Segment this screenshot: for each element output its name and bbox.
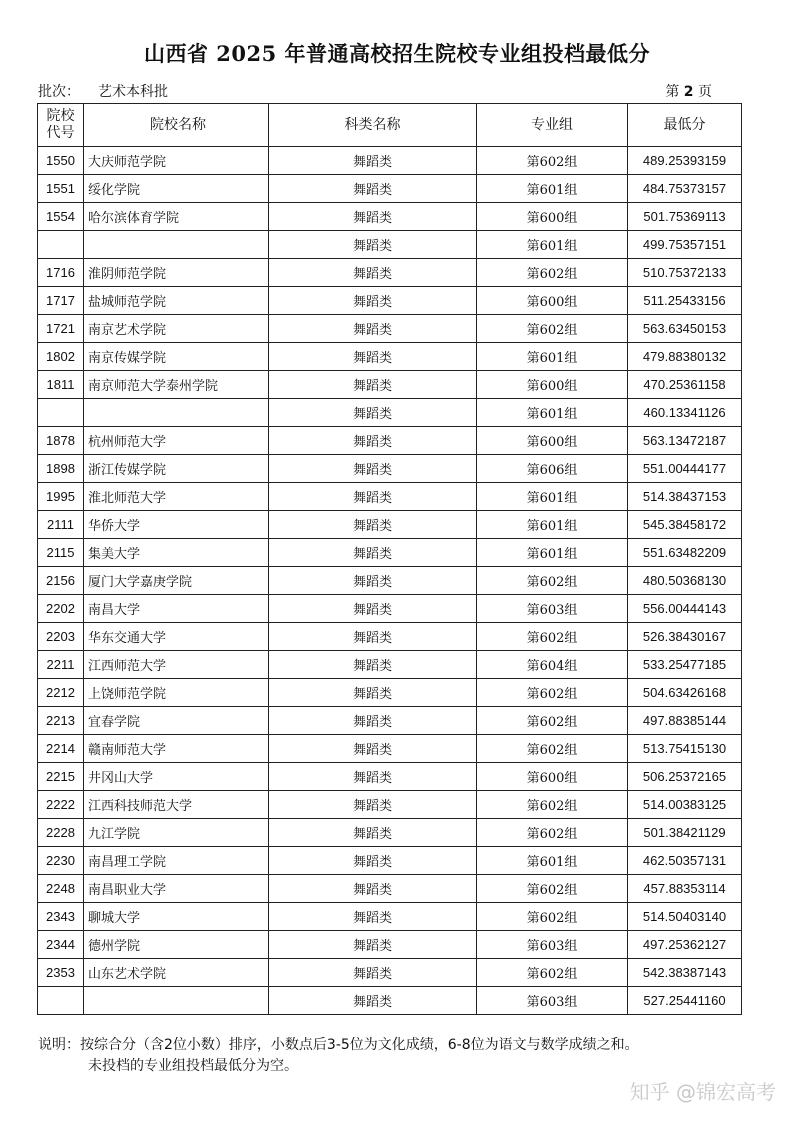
cell-name: 南昌职业大学 <box>84 875 269 903</box>
cell-score: 556.00444143 <box>628 595 742 623</box>
table-row <box>38 595 742 623</box>
cell-code <box>38 231 84 259</box>
note-line-2: 未投档的专业组投档最低分为空。 <box>88 1058 298 1074</box>
table-row <box>38 287 742 315</box>
cell-code: 1721 <box>38 315 84 343</box>
cell-score: 542.38387143 <box>628 959 742 987</box>
cell-code: 2343 <box>38 903 84 931</box>
cell-group: 第601组 <box>477 539 628 567</box>
cell-name <box>84 399 269 427</box>
table-row <box>38 959 742 987</box>
cell-code: 1898 <box>38 455 84 483</box>
cell-score: 460.13341126 <box>628 399 742 427</box>
table-row <box>38 147 742 175</box>
cell-name: 淮阴师范学院 <box>84 259 269 287</box>
cell-group: 第602组 <box>477 791 628 819</box>
cell-code: 2203 <box>38 623 84 651</box>
cell-group: 第602组 <box>477 735 628 763</box>
cell-name: 南京传媒学院 <box>84 343 269 371</box>
footnote <box>38 1035 639 1077</box>
table-row <box>38 175 742 203</box>
column-header-score: 最低分 <box>628 104 742 147</box>
cell-code: 1811 <box>38 371 84 399</box>
table-row <box>38 203 742 231</box>
table-row <box>38 819 742 847</box>
page-indicator <box>665 81 712 101</box>
cell-group: 第604组 <box>477 651 628 679</box>
cell-group: 第603组 <box>477 931 628 959</box>
cell-category: 舞蹈类 <box>269 455 477 483</box>
cell-group: 第600组 <box>477 371 628 399</box>
batch-info-bar <box>38 81 712 101</box>
cell-group: 第602组 <box>477 259 628 287</box>
cell-score: 470.25361158 <box>628 371 742 399</box>
cell-category: 舞蹈类 <box>269 959 477 987</box>
table-row <box>38 707 742 735</box>
cell-category: 舞蹈类 <box>269 343 477 371</box>
cell-code: 2228 <box>38 819 84 847</box>
note-line-1: 按综合分（含2位小数）排序，小数点后3-5位为文化成绩，6-8位为语文与数学成绩之和。 <box>80 1037 639 1053</box>
cell-name: 南昌理工学院 <box>84 847 269 875</box>
cell-code: 2212 <box>38 679 84 707</box>
batch-label: 批次： <box>38 84 80 100</box>
cell-name: 南京艺术学院 <box>84 315 269 343</box>
cell-code: 2213 <box>38 707 84 735</box>
cell-code: 1878 <box>38 427 84 455</box>
cell-category: 舞蹈类 <box>269 371 477 399</box>
cell-name: 山东艺术学院 <box>84 959 269 987</box>
cell-category: 舞蹈类 <box>269 399 477 427</box>
cell-group: 第602组 <box>477 567 628 595</box>
cell-name: 赣南师范大学 <box>84 735 269 763</box>
cell-group: 第602组 <box>477 959 628 987</box>
cell-name: 盐城师范学院 <box>84 287 269 315</box>
cell-score: 527.25441160 <box>628 987 742 1015</box>
cell-group: 第601组 <box>477 343 628 371</box>
cell-code: 1550 <box>38 147 84 175</box>
cell-name: 杭州师范大学 <box>84 427 269 455</box>
cell-group: 第600组 <box>477 287 628 315</box>
cell-category: 舞蹈类 <box>269 987 477 1015</box>
cell-name: 厦门大学嘉庚学院 <box>84 567 269 595</box>
column-header-category: 科类名称 <box>269 104 477 147</box>
cell-score: 480.50368130 <box>628 567 742 595</box>
cell-category: 舞蹈类 <box>269 427 477 455</box>
table-row <box>38 427 742 455</box>
cell-category: 舞蹈类 <box>269 567 477 595</box>
cell-score: 499.75357151 <box>628 231 742 259</box>
table-row <box>38 847 742 875</box>
column-header-name: 院校名称 <box>84 104 269 147</box>
cell-name: 华东交通大学 <box>84 623 269 651</box>
code-header-line1: 院校 <box>46 108 75 124</box>
table-header-row <box>38 104 742 147</box>
page-number: 2 <box>683 84 694 100</box>
cell-name: 宜春学院 <box>84 707 269 735</box>
page-prefix: 第 <box>665 84 680 100</box>
cell-score: 514.38437153 <box>628 483 742 511</box>
cell-code <box>38 987 84 1015</box>
cell-code: 1717 <box>38 287 84 315</box>
cell-code: 2215 <box>38 763 84 791</box>
table-row <box>38 539 742 567</box>
cell-group: 第603组 <box>477 595 628 623</box>
table-row <box>38 623 742 651</box>
cell-code: 2230 <box>38 847 84 875</box>
cell-score: 514.00383125 <box>628 791 742 819</box>
table-row <box>38 763 742 791</box>
cell-code: 1716 <box>38 259 84 287</box>
cell-group: 第602组 <box>477 707 628 735</box>
cell-name: 聊城大学 <box>84 903 269 931</box>
cell-score: 511.25433156 <box>628 287 742 315</box>
cell-group: 第600组 <box>477 203 628 231</box>
cell-score: 501.38421129 <box>628 819 742 847</box>
cell-category: 舞蹈类 <box>269 511 477 539</box>
cell-score: 526.38430167 <box>628 623 742 651</box>
cell-code: 2248 <box>38 875 84 903</box>
cell-code: 1551 <box>38 175 84 203</box>
cell-score: 489.25393159 <box>628 147 742 175</box>
cell-name: 华侨大学 <box>84 511 269 539</box>
cell-group: 第602组 <box>477 623 628 651</box>
cell-name: 井冈山大学 <box>84 763 269 791</box>
cell-group: 第602组 <box>477 819 628 847</box>
cell-code: 2202 <box>38 595 84 623</box>
cell-group: 第601组 <box>477 847 628 875</box>
cell-score: 457.88353114 <box>628 875 742 903</box>
table-row <box>38 343 742 371</box>
cell-code: 2353 <box>38 959 84 987</box>
cell-score: 563.13472187 <box>628 427 742 455</box>
cell-name <box>84 987 269 1015</box>
cell-code: 2222 <box>38 791 84 819</box>
cell-category: 舞蹈类 <box>269 147 477 175</box>
table-row <box>38 231 742 259</box>
cell-code: 2115 <box>38 539 84 567</box>
table-row <box>38 315 742 343</box>
cell-category: 舞蹈类 <box>269 791 477 819</box>
cell-group: 第601组 <box>477 175 628 203</box>
table-row <box>38 875 742 903</box>
table-row <box>38 987 742 1015</box>
table-row <box>38 567 742 595</box>
cell-score: 563.63450153 <box>628 315 742 343</box>
batch-value: 艺术本科批 <box>98 84 168 100</box>
code-header-line2: 代号 <box>46 125 75 141</box>
cell-group: 第602组 <box>477 315 628 343</box>
cell-name: 集美大学 <box>84 539 269 567</box>
table-row <box>38 931 742 959</box>
cell-group: 第602组 <box>477 875 628 903</box>
column-header-group: 专业组 <box>477 104 628 147</box>
table-row <box>38 455 742 483</box>
cell-score: 501.75369113 <box>628 203 742 231</box>
cell-code: 1554 <box>38 203 84 231</box>
cell-code: 1995 <box>38 483 84 511</box>
cell-group: 第601组 <box>477 399 628 427</box>
cell-group: 第601组 <box>477 231 628 259</box>
cell-name: 上饶师范学院 <box>84 679 269 707</box>
cell-category: 舞蹈类 <box>269 259 477 287</box>
cell-name: 浙江传媒学院 <box>84 455 269 483</box>
cell-category: 舞蹈类 <box>269 623 477 651</box>
cell-category: 舞蹈类 <box>269 707 477 735</box>
cell-group: 第600组 <box>477 763 628 791</box>
note-label: 说明： <box>38 1037 80 1053</box>
cell-category: 舞蹈类 <box>269 651 477 679</box>
cell-code: 2344 <box>38 931 84 959</box>
cell-score: 484.75373157 <box>628 175 742 203</box>
page-title: 山西省 2025 年普通高校招生院校专业组投档最低分 <box>143 41 651 66</box>
cell-score: 462.50357131 <box>628 847 742 875</box>
cell-category: 舞蹈类 <box>269 175 477 203</box>
table-row <box>38 651 742 679</box>
cell-group: 第601组 <box>477 511 628 539</box>
cell-group: 第606组 <box>477 455 628 483</box>
cell-category: 舞蹈类 <box>269 203 477 231</box>
table-row <box>38 511 742 539</box>
cell-score: 497.88385144 <box>628 707 742 735</box>
cell-score: 506.25372165 <box>628 763 742 791</box>
page-suffix: 页 <box>698 84 712 100</box>
cell-name: 九江学院 <box>84 819 269 847</box>
cell-name: 江西师范大学 <box>84 651 269 679</box>
cell-score: 533.25477185 <box>628 651 742 679</box>
cell-category: 舞蹈类 <box>269 819 477 847</box>
cell-category: 舞蹈类 <box>269 875 477 903</box>
cell-group: 第601组 <box>477 483 628 511</box>
cell-category: 舞蹈类 <box>269 679 477 707</box>
cell-category: 舞蹈类 <box>269 595 477 623</box>
cell-category: 舞蹈类 <box>269 539 477 567</box>
cell-category: 舞蹈类 <box>269 315 477 343</box>
cell-score: 513.75415130 <box>628 735 742 763</box>
cell-category: 舞蹈类 <box>269 763 477 791</box>
cell-score: 551.63482209 <box>628 539 742 567</box>
column-header-code <box>38 104 84 147</box>
cell-code: 2214 <box>38 735 84 763</box>
cell-score: 497.25362127 <box>628 931 742 959</box>
cell-code <box>38 399 84 427</box>
table-row <box>38 791 742 819</box>
cell-code: 2111 <box>38 511 84 539</box>
cell-name: 大庆师范学院 <box>84 147 269 175</box>
cell-name: 德州学院 <box>84 931 269 959</box>
cell-name: 绥化学院 <box>84 175 269 203</box>
table-row <box>38 399 742 427</box>
cell-category: 舞蹈类 <box>269 847 477 875</box>
cell-category: 舞蹈类 <box>269 231 477 259</box>
table-row <box>38 903 742 931</box>
cell-category: 舞蹈类 <box>269 735 477 763</box>
cell-category: 舞蹈类 <box>269 931 477 959</box>
cell-group: 第602组 <box>477 679 628 707</box>
cell-group: 第600组 <box>477 427 628 455</box>
watermark: 知乎 @锦宏高考 <box>629 1080 776 1104</box>
cell-name: 淮北师范大学 <box>84 483 269 511</box>
table-row <box>38 679 742 707</box>
cell-score: 551.00444177 <box>628 455 742 483</box>
table-row <box>38 371 742 399</box>
cell-category: 舞蹈类 <box>269 483 477 511</box>
cell-category: 舞蹈类 <box>269 903 477 931</box>
admission-score-table <box>37 103 742 1015</box>
table-row <box>38 483 742 511</box>
cell-name: 南京师范大学泰州学院 <box>84 371 269 399</box>
cell-score: 545.38458172 <box>628 511 742 539</box>
cell-name: 南昌大学 <box>84 595 269 623</box>
cell-score: 510.75372133 <box>628 259 742 287</box>
table-row <box>38 735 742 763</box>
cell-name <box>84 231 269 259</box>
cell-score: 514.50403140 <box>628 903 742 931</box>
cell-score: 479.88380132 <box>628 343 742 371</box>
cell-group: 第603组 <box>477 987 628 1015</box>
cell-category: 舞蹈类 <box>269 287 477 315</box>
cell-group: 第602组 <box>477 147 628 175</box>
cell-group: 第602组 <box>477 903 628 931</box>
table-row <box>38 259 742 287</box>
cell-code: 1802 <box>38 343 84 371</box>
cell-score: 504.63426168 <box>628 679 742 707</box>
cell-name: 江西科技师范大学 <box>84 791 269 819</box>
cell-name: 哈尔滨体育学院 <box>84 203 269 231</box>
cell-code: 2156 <box>38 567 84 595</box>
cell-code: 2211 <box>38 651 84 679</box>
